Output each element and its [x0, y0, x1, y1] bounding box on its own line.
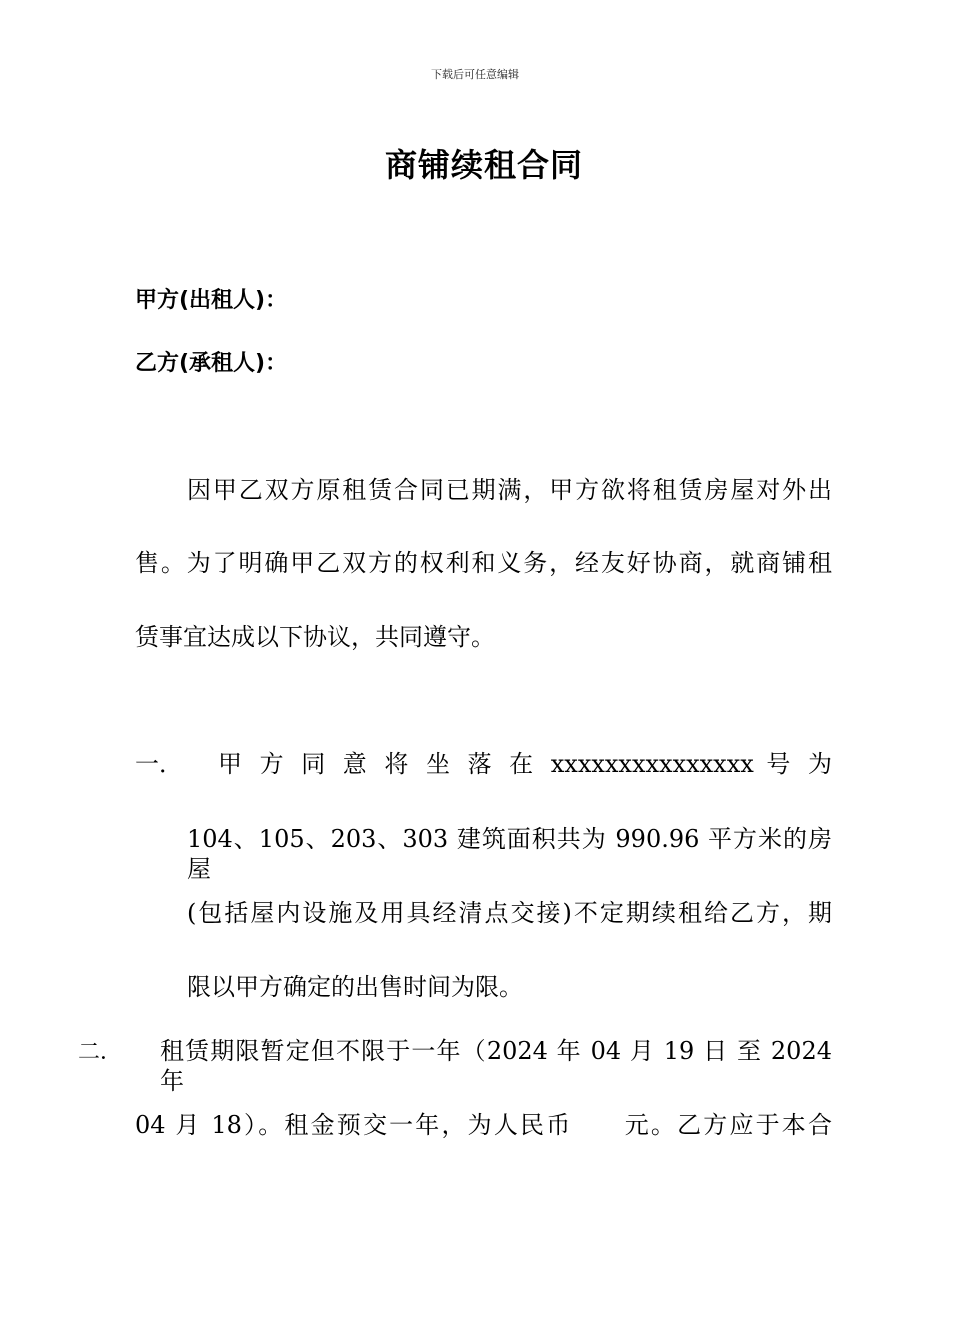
clause-2-number: 二． — [78, 1040, 123, 1065]
clause-1-line-3: (包括屋内设施及用具经清点交接)不定期续租给乙方，期 — [187, 899, 832, 927]
clause-2-line-1: 租赁期限暂定但不限于一年（2024 年 04 月 19 日 至 2024 年 — [160, 1037, 832, 1095]
intro-line-2: 售。为了明确甲乙双方的权利和义务，经友好协商，就商铺租 — [135, 549, 832, 577]
clause-1-number: 一． — [135, 750, 183, 778]
intro-line-1: 因甲乙双方原租赁合同已期满，甲方欲将租赁房屋对外出 — [187, 476, 832, 504]
clause-2-line-2: 04 月 18）。租金预交一年，为人民币 元。乙方应于本合 — [135, 1111, 832, 1139]
party-b-label: 乙方(承租人)： — [135, 351, 288, 376]
clause-1-line-1: 甲 方 同 意 将 坐 落 在 xxxxxxxxxxxxxxx 号 为 — [218, 750, 832, 778]
clause-1-line-2: 104、105、203、303 建筑面积共为 990.96 平方米的房屋 — [187, 825, 832, 883]
clause-1-line-4: 限以甲方确定的出售时间为限。 — [187, 973, 523, 1001]
party-a-label: 甲方(出租人)： — [135, 288, 288, 313]
intro-line-3: 赁事宜达成以下协议，共同遵守。 — [135, 623, 495, 651]
header-note: 下载后可任意编辑 — [431, 68, 519, 81]
document-title: 商铺续租合同 — [384, 146, 583, 184]
